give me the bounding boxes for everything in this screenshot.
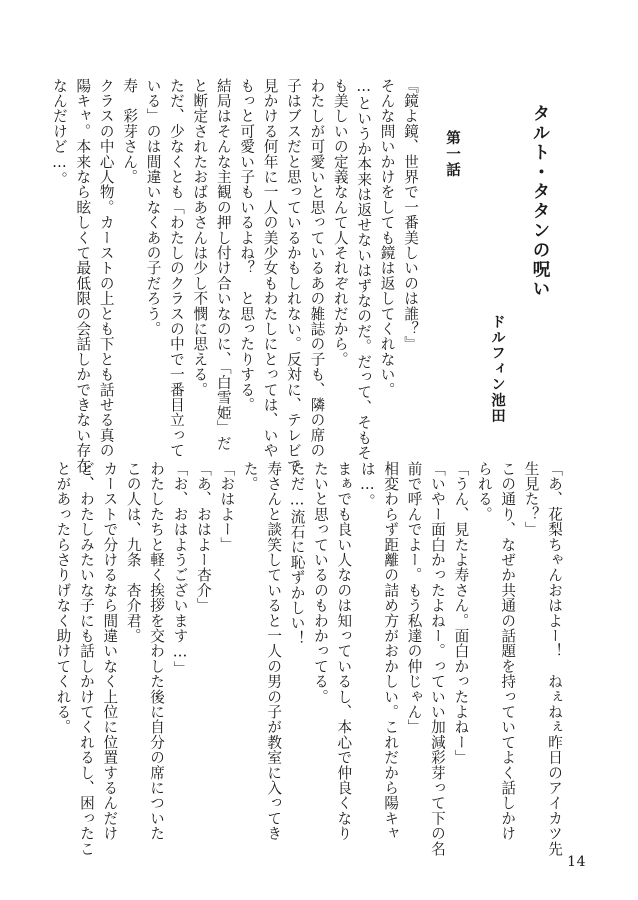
author-name: ドルフィン池田 [489,314,506,424]
upper-text-block [50,78,422,474]
lower-text-block [54,461,566,857]
text-line: わたしが可愛いと思っているあの雑誌の子も、隣の席の [308,78,326,458]
text-line: 見かける何年に一人の美少女もわたしにとっては、いや [261,78,279,458]
text-line: 生見た？」 [522,461,540,537]
text-line: 前で呼んでよー。もう私達の仲じゃん」 [405,461,423,735]
story-title: タルト・タタンの呪い [530,104,550,299]
page-number: 14 [567,854,586,870]
text-line: 寿さんと談笑していると一人の男の子が教室に入ってき [265,461,283,841]
text-line: 「おはよー」 [218,461,236,553]
text-line: 「あ、花梨ちゃんおはよー！ ねぇねぇ昨日のアイカツ先 [546,461,563,857]
text-line: とがあったらさりげなく助けてくれる。 [54,461,72,735]
text-line: 「うん、見たよ寿さん。面白かったよねー」 [452,461,470,765]
text-line: …というか本来は返せないはずなのだ。だって、そもそ [355,78,373,461]
text-line: 「あ、おはよー杏介」 [194,461,212,613]
text-line: この通り、なぜか共通の話題を持っていてよく話しかけ [499,461,517,841]
text-line: ただ…流石に恥ずかしい！ [288,461,306,646]
text-line: 「いやー面白かったよねー。っていい加減彩芽って下の名 [428,461,446,857]
text-line: 陽キャ。本来なら眩しくて最低限の会話しかできない存在 [74,78,92,474]
text-line: ただ、少なくとも「わたしのクラスの中で一番目立って [167,78,185,458]
text-line: いる」のは間違いなくあの子だろう。 [144,78,162,337]
text-line: まぁでも良い人なのは知っているし、本心で仲良くなり [335,461,353,841]
text-line: 子はブスだと思っているかもしれない。反対に、テレビで [284,78,302,474]
text-line: も美しいの定義なんて人それぞれだから。 [331,78,349,367]
text-line: は…。 [358,461,376,509]
text-line: もっと可愛い子もいるよね？ と思ったりする。 [238,78,256,413]
text-line: この人は、九条 杏介君。 [124,461,142,644]
text-line: 寿 彩芽さん。 [121,78,139,185]
text-line: た。 [241,461,259,492]
text-line: クラスの中心人物。カーストの上とも下とも話せる真の [97,78,115,458]
text-line: 『鏡よ鏡、世界で一番美しいのは誰？』 [402,78,419,352]
text-line: 結局はそんな主観の押し付け合いなのに、「白雪姫」だ [214,78,232,451]
text-line: 「お、おはようございます…」 [171,461,189,677]
text-line: と断定されたおばあさんは少し不憫に思える。 [191,78,209,398]
text-line: たいと思っているのもわかってる。 [311,461,329,705]
text-line: ど、わたしみたいな子にも話しかけてくれるし、困ったこ [77,461,95,857]
chapter-heading: 第一話 [444,130,461,178]
text-line: そんな問いかけをしても鏡は返してくれない。 [378,78,396,398]
text-line: なんだけど…。 [50,78,68,187]
text-line: 相変わらず距離の詰め方がおかしい。これだから陽キャ [382,461,400,841]
text-line: られる。 [475,461,493,522]
text-line: わたしたちと軽く挨拶を交わした後に自分の席についた [148,461,166,841]
text-line: カーストで分けるなら間違いなく上位に位置するんだけ [101,461,119,841]
